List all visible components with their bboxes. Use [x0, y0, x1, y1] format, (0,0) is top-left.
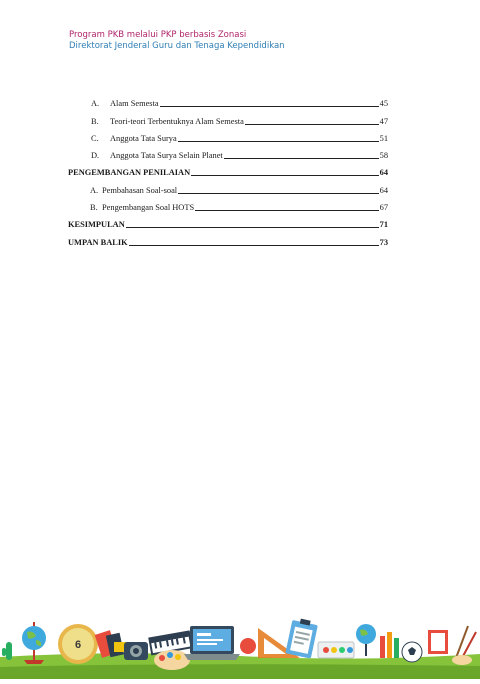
header-program-title: Program PKB melalui PKP berbasis Zonasi: [69, 30, 247, 40]
toc-entry[interactable]: [68, 196, 388, 213]
toc-entry-page: 67: [379, 203, 388, 213]
toc-chapter-title: UMPAN BALIK: [68, 237, 128, 247]
camera-icon: [124, 642, 148, 660]
toc-entry-title: Alam Semesta: [110, 99, 159, 109]
paint-set-icon: [318, 642, 354, 658]
footer-decoration: [0, 612, 480, 679]
easel-icon: [428, 630, 448, 654]
toc-entry-number: D.: [91, 151, 100, 161]
toc-entry-title: Anggota Tata Surya: [110, 133, 177, 143]
toc-entry-number: C.: [91, 133, 99, 143]
toc-chapter[interactable]: [68, 161, 388, 178]
toc-leader-line: [160, 106, 379, 107]
toc-entry[interactable]: [68, 144, 388, 161]
page-header: [69, 30, 285, 52]
toc-entry[interactable]: [68, 178, 388, 195]
toc-entry-number: B.: [91, 116, 99, 126]
toc-entry-page: 64: [379, 185, 388, 195]
toc-entry-title: Teori-teori Terbentuknya Alam Semesta: [110, 116, 244, 126]
page-number: 6: [74, 639, 82, 651]
toc-entry-number: A.: [90, 185, 99, 195]
toc-entry-number: B.: [90, 203, 98, 213]
clipboard-icon: [285, 617, 318, 659]
table-of-contents: [68, 92, 388, 248]
toc-entry-title: Pembahasan Soal-soal: [102, 185, 178, 195]
toc-leader-line: [129, 245, 379, 246]
toc-entry-title: Anggota Tata Surya Selain Planet: [110, 151, 223, 161]
toc-leader-line: [178, 193, 378, 194]
toc-leader-line: [195, 210, 379, 211]
toc-entry-page: 47: [379, 116, 388, 126]
toc-entry-number: A.: [91, 99, 100, 109]
toc-chapter-page: 64: [379, 168, 388, 178]
toc-entry-page: 45: [379, 99, 388, 109]
palette-icon: [154, 650, 190, 670]
toc-leader-line: [178, 141, 379, 142]
soccer-ball-icon: [402, 642, 422, 662]
toc-chapter-title: KESIMPULAN: [68, 220, 125, 230]
toc-chapter[interactable]: [68, 230, 388, 247]
header-directorate: Direktorat Jenderal Guru dan Tenaga Kependidikan: [69, 41, 285, 51]
toc-chapter-page: 71: [379, 220, 388, 230]
school-supplies-illustration: [0, 612, 480, 679]
apple-icon: [240, 638, 256, 654]
toc-entry[interactable]: [68, 109, 388, 126]
toc-leader-line: [224, 158, 379, 159]
crayons-icon: [380, 632, 399, 658]
toc-chapter[interactable]: [68, 213, 388, 230]
toc-chapter-page: 73: [379, 237, 388, 247]
page-number-badge: [58, 624, 98, 664]
toc-entry[interactable]: [68, 92, 388, 109]
toc-leader-line: [126, 227, 379, 228]
toc-chapter-title: PENGEMBANGAN PENILAIAN: [68, 168, 191, 178]
toc-entry[interactable]: [68, 127, 388, 144]
toc-entry-page: 51: [379, 133, 388, 143]
toc-leader-line: [191, 175, 378, 176]
laptop-icon: [184, 626, 240, 660]
toc-entry-title: Pengembangan Soal HOTS: [102, 203, 195, 213]
toc-entry-page: 58: [379, 151, 388, 161]
globe-icon: [356, 624, 376, 656]
toc-leader-line: [245, 124, 379, 125]
